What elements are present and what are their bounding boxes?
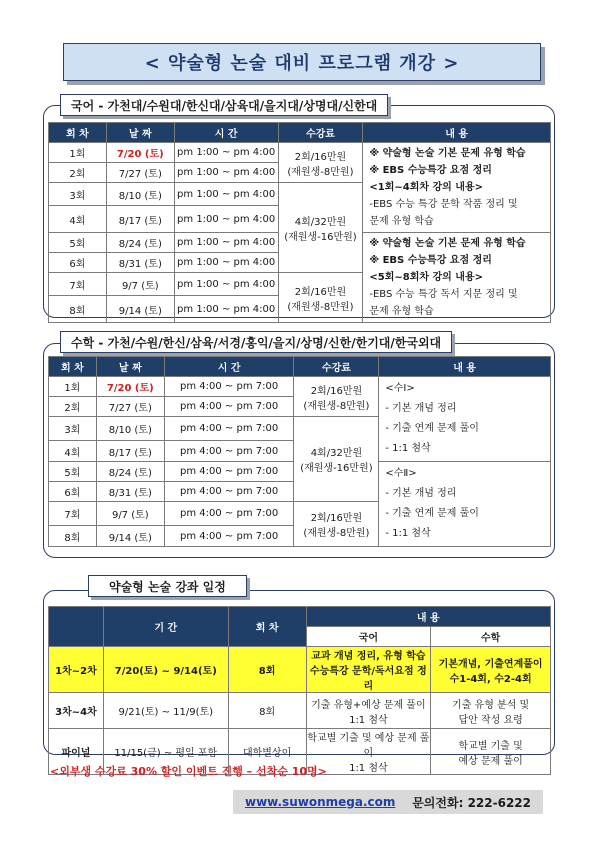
time-cell: pm 4:00 ~ pm 7:00 bbox=[164, 462, 294, 482]
math-cell bbox=[431, 693, 551, 729]
time-cell: pm 1:00 ~ pm 4:00 bbox=[174, 296, 278, 323]
rounds-cell: 8회 bbox=[228, 693, 306, 729]
time-cell: pm 1:00 ~ pm 4:00 bbox=[174, 206, 278, 233]
content-line: <수Ⅱ> bbox=[385, 468, 417, 479]
schedule-table bbox=[48, 606, 551, 775]
table-row bbox=[49, 693, 551, 729]
content-line: - 기본 개념 정리 bbox=[385, 403, 457, 414]
fee-line: (재원생-16만원) bbox=[284, 231, 357, 243]
header-content: 내 용 bbox=[363, 123, 551, 143]
round-cell: 8회 bbox=[49, 296, 107, 323]
website-link[interactable]: www.suwonmega.com bbox=[245, 795, 396, 809]
content-line: ※ EBS 수능특강 요점 정리 bbox=[369, 255, 492, 266]
time-cell: pm 1:00 ~ pm 4:00 bbox=[174, 143, 278, 163]
rounds-cell: 8회 bbox=[228, 647, 306, 693]
time-cell: pm 1:00 ~ pm 4:00 bbox=[174, 183, 278, 206]
table-row bbox=[49, 143, 551, 163]
fee-line: 2회/16만원 bbox=[294, 286, 347, 298]
cell-line: 1:1 첨삭 bbox=[349, 714, 388, 726]
cell-line: 학교별 기출 및 예상 문제 풀이 bbox=[307, 733, 430, 759]
date-cell: 8/24 (토) bbox=[96, 462, 164, 482]
math-cell bbox=[431, 729, 551, 775]
schedule-section-label: 약술형 논술 강좌 일정 bbox=[88, 575, 247, 597]
content-line: ※ EBS 수능특강 요점 정리 bbox=[369, 165, 492, 176]
header-blank bbox=[49, 607, 104, 647]
math-section-label: 수학 - 가천/수원/한신/삼육/서경/홍익/을지/상명/신한/한기대/한국외대 bbox=[60, 331, 452, 353]
math-cell bbox=[431, 647, 551, 693]
fee-line: 2회/16만원 bbox=[310, 513, 363, 524]
content-line: - 기출 연계 문제 풀이 bbox=[385, 423, 479, 434]
header-fee: 수강료 bbox=[278, 123, 363, 143]
content-line: - 1:1 첨삭 bbox=[385, 528, 431, 539]
cell-line: 수능특강 문학/독서요점 정리 bbox=[309, 666, 427, 692]
fee-line: (재원생-8만원) bbox=[287, 166, 354, 178]
content-cell bbox=[379, 377, 551, 462]
content-line: <1회~4회차 강의 내용> bbox=[369, 182, 484, 193]
header-round: 회 차 bbox=[49, 357, 97, 377]
fee-cell bbox=[294, 377, 379, 417]
time-cell: pm 4:00 ~ pm 7:00 bbox=[164, 482, 294, 502]
time-cell: pm 1:00 ~ pm 4:00 bbox=[174, 163, 278, 183]
content-cell bbox=[363, 233, 551, 323]
cell-line: 기출 유형 분석 및 bbox=[452, 699, 530, 711]
content-line: 문제 유형 학습 bbox=[369, 216, 434, 227]
rounds-cell: 대학별상이 bbox=[228, 729, 306, 775]
fee-cell bbox=[278, 273, 363, 323]
term-cell: 1차~2차 bbox=[49, 647, 104, 693]
table-row bbox=[49, 647, 551, 693]
round-cell: 1회 bbox=[49, 377, 97, 397]
fee-cell bbox=[278, 143, 363, 183]
header-date: 날 짜 bbox=[106, 123, 174, 143]
time-cell: pm 1:00 ~ pm 4:00 bbox=[174, 253, 278, 273]
cell-line: 수1-4회, 수2-4회 bbox=[449, 673, 532, 685]
page-title: < 약술형 논술 대비 프로그램 개강 > bbox=[63, 43, 541, 81]
header-time: 시 간 bbox=[164, 357, 294, 377]
korean-cell bbox=[306, 693, 431, 729]
date-cell: 7/27 (토) bbox=[106, 163, 174, 183]
content-line: 문제 유형 학습 bbox=[369, 306, 434, 317]
content-line: <수Ⅰ> bbox=[385, 383, 415, 394]
cell-line: 1:1 첨삭 bbox=[349, 763, 388, 774]
math-table bbox=[48, 356, 551, 547]
date-cell: 8/10 (토) bbox=[96, 417, 164, 441]
time-cell: pm 4:00 ~ pm 7:00 bbox=[164, 377, 294, 397]
korean-cell bbox=[306, 647, 431, 693]
table-row bbox=[49, 377, 551, 397]
korean-section-label: 국어 - 가천대/수원대/한신대/삼육대/을지대/상명대/신한대 bbox=[60, 94, 388, 116]
round-cell: 1회 bbox=[49, 143, 107, 163]
discount-notice: <외부생 수강료 30% 할인 이벤트 진행 – 선착순 10명> bbox=[50, 765, 327, 778]
header-content: 내 용 bbox=[306, 607, 550, 627]
round-cell: 2회 bbox=[49, 163, 107, 183]
footer-bar bbox=[233, 790, 543, 814]
period-cell: 9/21(토) ~ 11/9(토) bbox=[103, 693, 228, 729]
content-line: ※ 약술형 논술 기본 문제 유형 학습 bbox=[369, 148, 526, 159]
round-cell: 6회 bbox=[49, 482, 97, 502]
content-line: - 1:1 첨삭 bbox=[385, 443, 431, 454]
date-cell: 7/20 (토) bbox=[106, 143, 174, 163]
header-date: 날 짜 bbox=[96, 357, 164, 377]
cell-line: 기본개념, 기출연계풀이 bbox=[438, 658, 543, 670]
date-cell: 7/20 (토) bbox=[96, 377, 164, 397]
cell-line: 답안 작성 요령 bbox=[458, 714, 523, 726]
header-period: 기 간 bbox=[103, 607, 228, 647]
content-line: - 기출 연계 문제 풀이 bbox=[385, 508, 479, 519]
korean-table bbox=[48, 122, 551, 323]
round-cell: 5회 bbox=[49, 233, 107, 253]
round-cell: 5회 bbox=[49, 462, 97, 482]
contact-phone: 문의전화: 222-6222 bbox=[412, 795, 531, 810]
fee-cell bbox=[294, 502, 379, 547]
round-cell: 2회 bbox=[49, 397, 97, 417]
term-cell: 3차~4차 bbox=[49, 693, 104, 729]
content-cell bbox=[379, 462, 551, 547]
round-cell: 4회 bbox=[49, 441, 97, 462]
date-cell: 7/27 (토) bbox=[96, 397, 164, 417]
time-cell: pm 4:00 ~ pm 7:00 bbox=[164, 441, 294, 462]
round-cell: 3회 bbox=[49, 417, 97, 441]
time-cell: pm 4:00 ~ pm 7:00 bbox=[164, 502, 294, 526]
fee-cell bbox=[278, 183, 363, 273]
content-line: -EBS 수능 특강 문학 작품 정리 및 bbox=[369, 199, 518, 210]
date-cell: 9/7 (토) bbox=[96, 502, 164, 526]
content-line: ※ 약술형 논술 기본 문제 유형 학습 bbox=[369, 238, 526, 249]
round-cell: 6회 bbox=[49, 253, 107, 273]
date-cell: 8/10 (토) bbox=[106, 183, 174, 206]
round-cell: 3회 bbox=[49, 183, 107, 206]
time-cell: pm 4:00 ~ pm 7:00 bbox=[164, 526, 294, 547]
time-cell: pm 1:00 ~ pm 4:00 bbox=[174, 273, 278, 296]
date-cell: 8/31 (토) bbox=[96, 482, 164, 502]
round-cell: 8회 bbox=[49, 526, 97, 547]
date-cell: 8/31 (토) bbox=[106, 253, 174, 273]
round-cell: 7회 bbox=[49, 502, 97, 526]
fee-line: 2회/16만원 bbox=[294, 151, 347, 163]
round-cell: 7회 bbox=[49, 273, 107, 296]
cell-line: 예상 문제 풀이 bbox=[458, 755, 523, 767]
header-korean: 국어 bbox=[306, 627, 431, 647]
term-cell: 파이널 bbox=[49, 729, 104, 775]
header-rounds: 회 차 bbox=[228, 607, 306, 647]
header-content: 내 용 bbox=[379, 357, 551, 377]
time-cell: pm 4:00 ~ pm 7:00 bbox=[164, 397, 294, 417]
date-cell: 9/14 (토) bbox=[96, 526, 164, 547]
fee-line: (재원생-8만원) bbox=[287, 301, 354, 313]
fee-line: 2회/16만원 bbox=[310, 385, 363, 397]
round-cell: 4회 bbox=[49, 206, 107, 233]
fee-line: 4회/32만원 bbox=[294, 216, 347, 228]
date-cell: 8/17 (토) bbox=[106, 206, 174, 233]
date-cell: 9/14 (토) bbox=[106, 296, 174, 323]
period-cell: 7/20(토) ~ 9/14(토) bbox=[103, 647, 228, 693]
time-cell: pm 4:00 ~ pm 7:00 bbox=[164, 417, 294, 441]
cell-line: 교과 개념 정리, 유형 학습 bbox=[311, 651, 426, 662]
content-line: -EBS 수능 특강 독서 지문 정리 및 bbox=[369, 289, 518, 300]
content-line: - 기본 개념 정리 bbox=[385, 488, 457, 499]
period-cell: 11/15(금) ~ 평일 포함 bbox=[103, 729, 228, 775]
fee-line: 4회/32만원 bbox=[310, 448, 363, 459]
header-round: 회 차 bbox=[49, 123, 107, 143]
content-cell bbox=[363, 143, 551, 233]
fee-line: (재원생-8만원) bbox=[303, 400, 370, 412]
fee-line: (재원생-16만원) bbox=[300, 463, 373, 474]
header-time: 시 간 bbox=[174, 123, 278, 143]
header-fee: 수강료 bbox=[294, 357, 379, 377]
fee-line: (재원생-8만원) bbox=[303, 528, 370, 539]
header-math: 수학 bbox=[431, 627, 551, 647]
cell-line: 학교별 기출 및 bbox=[458, 740, 523, 752]
date-cell: 8/17 (토) bbox=[96, 441, 164, 462]
date-cell: 8/24 (토) bbox=[106, 233, 174, 253]
date-cell: 9/7 (토) bbox=[106, 273, 174, 296]
content-line: <5회~8회차 강의 내용> bbox=[369, 272, 484, 283]
time-cell: pm 1:00 ~ pm 4:00 bbox=[174, 233, 278, 253]
cell-line: 기출 유형+예상 문제 풀이 bbox=[311, 699, 426, 711]
fee-cell bbox=[294, 417, 379, 502]
